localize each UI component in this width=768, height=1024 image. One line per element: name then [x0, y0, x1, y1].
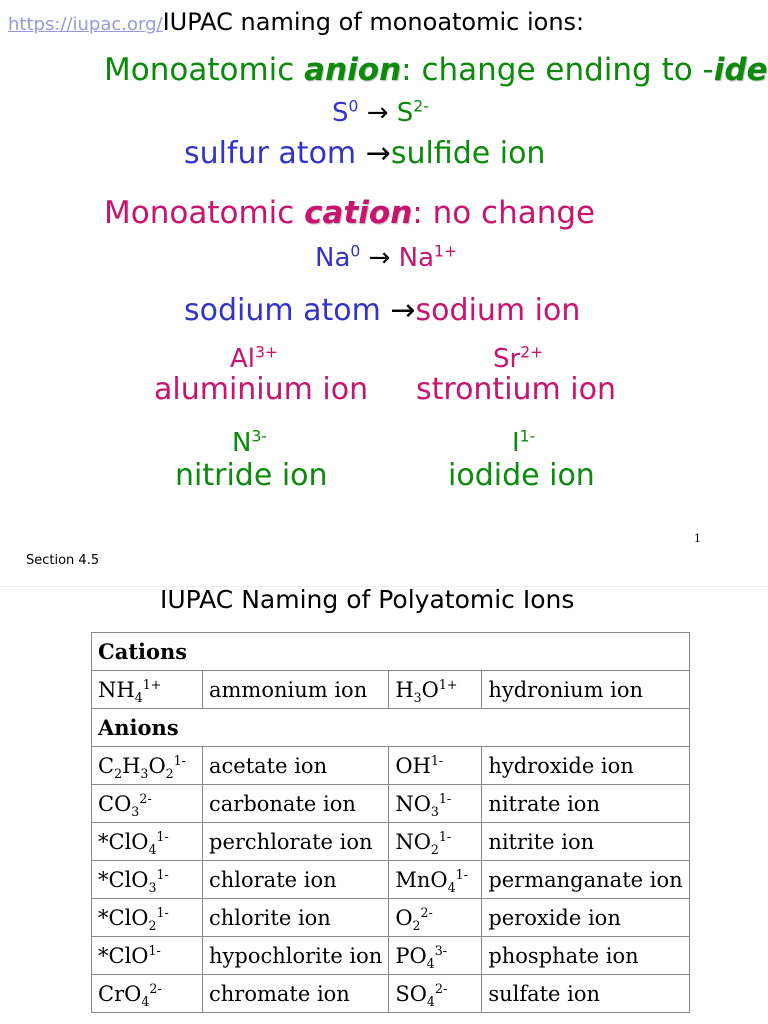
formula-text: MnO — [395, 867, 448, 892]
formula-cell — [389, 937, 482, 975]
sodium-ion-label: sodium ion — [415, 293, 581, 328]
ion-name-cell: chlorite ion — [203, 899, 389, 937]
ion-name-cell: hydroxide ion — [482, 747, 689, 785]
table-row — [92, 861, 690, 899]
anion-rule — [104, 52, 768, 88]
ion-name-cell: nitrite ion — [482, 823, 689, 861]
sulfur-atom-symbol: $S^0$ — [332, 97, 359, 128]
formula-cell — [92, 975, 203, 1013]
sodium-equation — [315, 243, 457, 273]
slide1-header — [8, 8, 584, 36]
charge: 1- — [438, 790, 452, 806]
ion-name-cell: chlorate ion — [203, 861, 389, 899]
arrow-icon: → — [365, 136, 391, 171]
sulfide-ion-symbol: $S^{2-}$ — [396, 97, 429, 128]
sodium-atom-label: sodium atom — [184, 293, 391, 328]
example-al-symbol: $Al^{3+}$ — [230, 343, 279, 374]
formula-cell — [389, 899, 482, 937]
formula-cell — [92, 747, 203, 785]
subscript: 2 — [148, 917, 157, 933]
charge: 1- — [156, 904, 169, 920]
cation-rule-prefix: Monoatomic — [104, 195, 305, 231]
sodium-names — [184, 293, 580, 328]
formula-cell — [389, 747, 482, 785]
subscript: 4 — [148, 841, 157, 857]
cation-keyword: cation — [304, 195, 413, 231]
subscript: 3 — [131, 803, 140, 819]
formula-text: *ClO — [98, 867, 149, 892]
formula-text: *ClO — [98, 905, 149, 930]
section-header: Cations — [92, 633, 690, 671]
formula-text: CO — [98, 791, 132, 816]
charge: 1+ — [142, 676, 162, 692]
cation-rule — [104, 195, 595, 231]
ion-name-cell: chromate ion — [203, 975, 389, 1013]
charge: 2- — [139, 790, 152, 806]
ide-ending: ide — [713, 52, 768, 88]
sulfide-ion-label: sulfide ion — [390, 136, 546, 171]
charge: 2- — [149, 980, 162, 996]
section-header: Anions — [92, 709, 690, 747]
slide2-title: IUPAC Naming of Polyatomic Ions — [160, 585, 575, 614]
table-row — [92, 937, 690, 975]
polyatomic-ions-table — [91, 632, 690, 1013]
section-label: Section 4.5 — [26, 553, 100, 568]
cation-rule-suffix: : no change — [412, 195, 596, 231]
subscript: 4 — [426, 993, 435, 1009]
arrow-icon: → — [390, 293, 416, 328]
formula-text: *ClO — [98, 829, 149, 854]
formula-cell — [389, 975, 482, 1013]
charge: 1- — [148, 942, 161, 958]
subscript: 3 — [413, 689, 422, 705]
formula-cell — [92, 823, 203, 861]
formula-text: *ClO — [98, 943, 149, 968]
formula-text: O — [421, 677, 439, 702]
formula-cell — [92, 861, 203, 899]
formula-text: C — [98, 753, 115, 778]
charge: 1- — [173, 752, 186, 768]
table-row — [92, 785, 690, 823]
formula-text: CrO — [98, 981, 142, 1006]
subscript: 2 — [114, 765, 123, 781]
ion-name-cell: nitrate ion — [482, 785, 689, 823]
example-i-name: iodide ion — [448, 458, 595, 493]
charge: 1+ — [438, 676, 458, 692]
section-header-row — [92, 633, 690, 671]
sodium-atom-symbol: Na$^0$ — [315, 242, 361, 273]
formula-cell — [389, 785, 482, 823]
charge: 3- — [434, 942, 447, 958]
formula-text: NO — [395, 791, 431, 816]
subscript: 3 — [430, 803, 439, 819]
example-n-symbol: $N^{3-}$ — [232, 427, 268, 458]
ion-name-cell: sulfate ion — [482, 975, 689, 1013]
iupac-link[interactable]: https://iupac.org/ — [8, 14, 163, 35]
subscript: 4 — [134, 689, 143, 705]
formula-cell — [389, 671, 482, 709]
formula-cell — [389, 823, 482, 861]
sodium-ion-symbol: $Na^{1+}$ — [398, 242, 458, 273]
formula-text: NO — [395, 829, 431, 854]
subscript: 4 — [426, 955, 435, 971]
formula-text: O — [148, 753, 166, 778]
formula-cell — [92, 671, 203, 709]
page-number: 1 — [694, 532, 701, 545]
table-row — [92, 975, 690, 1013]
charge: 2- — [434, 980, 448, 996]
formula-text: H — [122, 753, 141, 778]
ion-name-cell: hydronium ion — [482, 671, 689, 709]
ion-name-cell: hypochlorite ion — [203, 937, 389, 975]
subscript: 3 — [148, 879, 157, 895]
subscript: 2 — [412, 917, 421, 933]
section-header-row — [92, 709, 690, 747]
formula-cell — [92, 785, 203, 823]
sulfur-equation — [332, 98, 429, 128]
ion-name-cell: ammonium ion — [203, 671, 389, 709]
table-row — [92, 671, 690, 709]
ion-name-cell: peroxide ion — [482, 899, 689, 937]
example-i-symbol: $I^{1-}$ — [512, 427, 536, 458]
charge: 1- — [430, 752, 444, 768]
ion-name-cell: perchlorate ion — [203, 823, 389, 861]
charge: 1- — [438, 828, 452, 844]
charge: 2- — [420, 904, 433, 920]
subscript: 2 — [165, 765, 174, 781]
example-sr-symbol: $Sr^{2+}$ — [493, 343, 544, 374]
anion-rule-prefix: Monoatomic — [104, 52, 305, 88]
ion-name-cell: acetate ion — [203, 747, 389, 785]
anion-keyword: anion — [304, 52, 402, 88]
formula-cell — [389, 861, 482, 899]
ion-name-cell: phosphate ion — [482, 937, 689, 975]
formula-cell — [92, 899, 203, 937]
formula-cell — [92, 937, 203, 975]
formula-text: OH — [395, 753, 431, 778]
charge: 1- — [455, 866, 468, 882]
example-sr-name: strontium ion — [416, 372, 617, 407]
subscript: 3 — [140, 765, 149, 781]
table-row — [92, 747, 690, 785]
slide1-title: IUPAC naming of monoatomic ions: — [162, 8, 585, 36]
table-row — [92, 823, 690, 861]
sulfur-atom-label: sulfur atom — [184, 136, 366, 171]
ion-name-cell: permanganate ion — [482, 861, 689, 899]
arrow-icon: → — [366, 98, 389, 128]
sulfur-names — [184, 136, 545, 171]
arrow-icon: → — [368, 243, 391, 273]
subscript: 4 — [141, 993, 150, 1009]
anion-rule-suffix: : change ending to - — [401, 52, 714, 88]
formula-text: NH — [98, 677, 135, 702]
subscript: 4 — [447, 879, 456, 895]
subscript: 2 — [430, 841, 439, 857]
ion-name-cell: carbonate ion — [203, 785, 389, 823]
charge: 1- — [156, 866, 169, 882]
formula-text: SO — [395, 981, 427, 1006]
example-al-name: aluminium ion — [154, 372, 369, 407]
formula-text: O — [395, 905, 413, 930]
charge: 1- — [156, 828, 169, 844]
example-n-name: nitride ion — [175, 458, 328, 493]
formula-text: PO — [395, 943, 427, 968]
formula-text: H — [395, 677, 414, 702]
table-row — [92, 899, 690, 937]
